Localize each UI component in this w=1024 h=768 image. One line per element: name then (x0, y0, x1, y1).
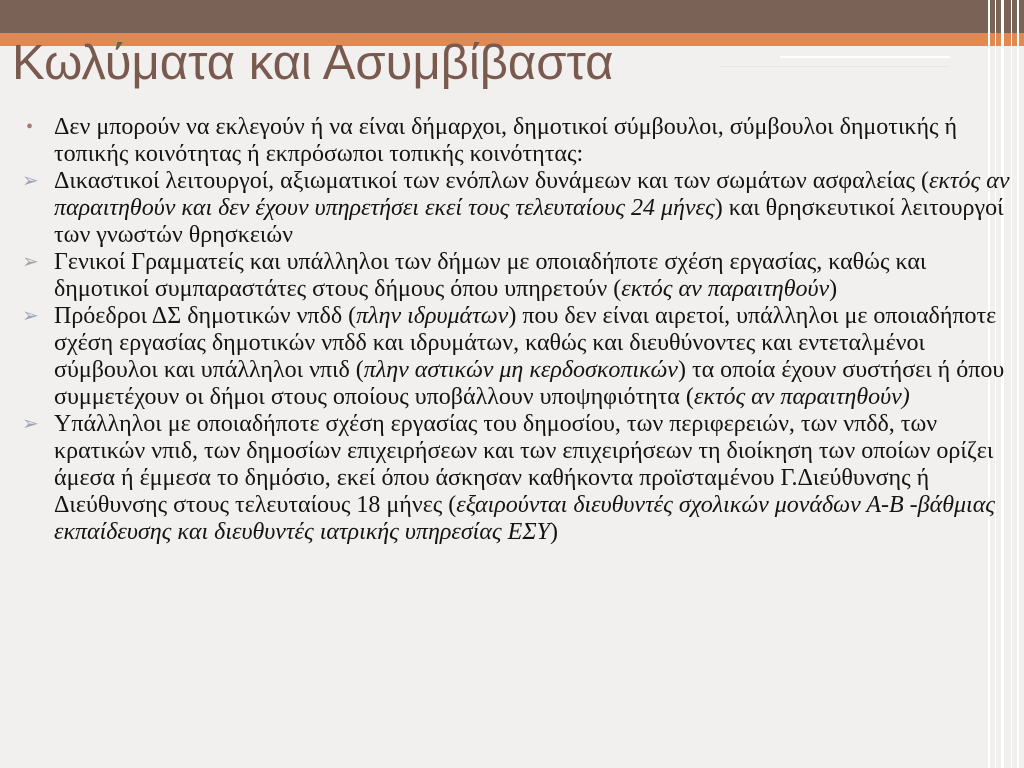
decorative-rule-secondary (720, 66, 950, 67)
italic-segment: εξαιρούνται διευθυντές σχολικών μονάδων Α-Β -βάθμιας εκπαίδευσης και διευθυντές ιατρικής υπηρεσίας ΕΣΥ (54, 492, 996, 545)
italic-segment: πλην αστικών μη κερδοσκοπικών (363, 357, 678, 383)
arrow-bullet-icon: ➢ (22, 170, 39, 192)
sub-bullet (22, 411, 1012, 546)
text-segment: Γενικοί Γραμματείς και υπάλληλοι των δήμων με οποιαδήποτε σχέση εργασίας, καθώς και δημοτικοί συμπαραστάτες στους δήμους όπου υπηρετούν ( (54, 249, 927, 302)
intro-bullet (22, 114, 1012, 168)
sub-bullet (22, 168, 1012, 249)
bullet-text (54, 249, 1012, 303)
text-segment: ) (549, 519, 558, 545)
text-segment: Δεν μπορούν να εκλεγούν ή να είναι δήμαρχοι, δημοτικοί σύμβουλοι, σύμβουλοι δημοτικής ή τοπικής κοινότητας ή εκπρόσωποι τοπικής κοινότητας: (54, 114, 958, 167)
bullet-text (54, 168, 1012, 249)
slide-title: Κωλύματα και Ασυμβίβαστα (12, 36, 614, 90)
text-segment: ) τα οποία έχουν συστήσει ή όπου συμμετέχουν οι δήμοι στους οποίους υποβάλλουν υποψηφιότητα ( (54, 357, 1005, 410)
italic-segment: εκτός αν παραιτηθούν και δεν έχουν υπηρετήσει εκεί τους τελευταίους 24 μήνες (54, 168, 1010, 221)
italic-segment: εκτός αν παραιτηθούν (621, 276, 830, 302)
arrow-bullet-icon: ➢ (22, 251, 39, 273)
text-segment: Δικαστικοί λειτουργοί, αξιωματικοί των ενόπλων δυνάμεων και των σωμάτων ασφαλείας ( (54, 168, 929, 194)
italic-segment: πλην ιδρυμάτων (356, 303, 509, 329)
text-segment: Πρόεδροι ΔΣ δημοτικών νπδδ ( (54, 303, 357, 329)
sub-bullet (22, 249, 1012, 303)
arrow-bullet-icon: ➢ (22, 413, 39, 435)
sub-bullet (22, 303, 1012, 411)
italic-segment: εκτός αν παραιτηθούν) (693, 384, 910, 410)
bullet-dot-icon: • (26, 116, 34, 138)
text-segment: Υπάλληλοι με οποιαδήποτε σχέση εργασίας του δημοσίου, των περιφερειών, των νπδδ, των κρατικών νπιδ, των δημοσίων επιχειρήσεων και των επιχειρήσεων τη διοίκηση των οποίων ορίζει άμεσα ή έμμεσα το δημόσιο, εκεί όπου άσκησαν καθήκοντα προϊσταμένου Γ.Διεύθυνσης ή Διεύθυνσης στους τελευταίους 18 μήνες ( (54, 411, 994, 518)
decorative-rule (780, 56, 950, 58)
text-segment: ) (829, 276, 838, 302)
bullet-text (54, 303, 1012, 411)
bullet-list (22, 114, 1012, 546)
arrow-bullet-icon: ➢ (22, 305, 39, 327)
header-bar (0, 0, 1024, 33)
text-segment: ) και θρησκευτικοί λειτουργοί των γνωστών θρησκειών (54, 195, 1004, 248)
bullet-text (54, 411, 1012, 546)
bullet-text (54, 114, 1012, 168)
text-segment: ) που δεν είναι αιρετοί, υπάλληλοι με οποιαδήποτε σχέση εργασίας δημοτικών νπδδ και ιδρυμάτων, καθώς και διευθύνοντες και εντεταλμένοι σύμβουλοι και υπάλληλοι νπιδ ( (54, 303, 997, 383)
